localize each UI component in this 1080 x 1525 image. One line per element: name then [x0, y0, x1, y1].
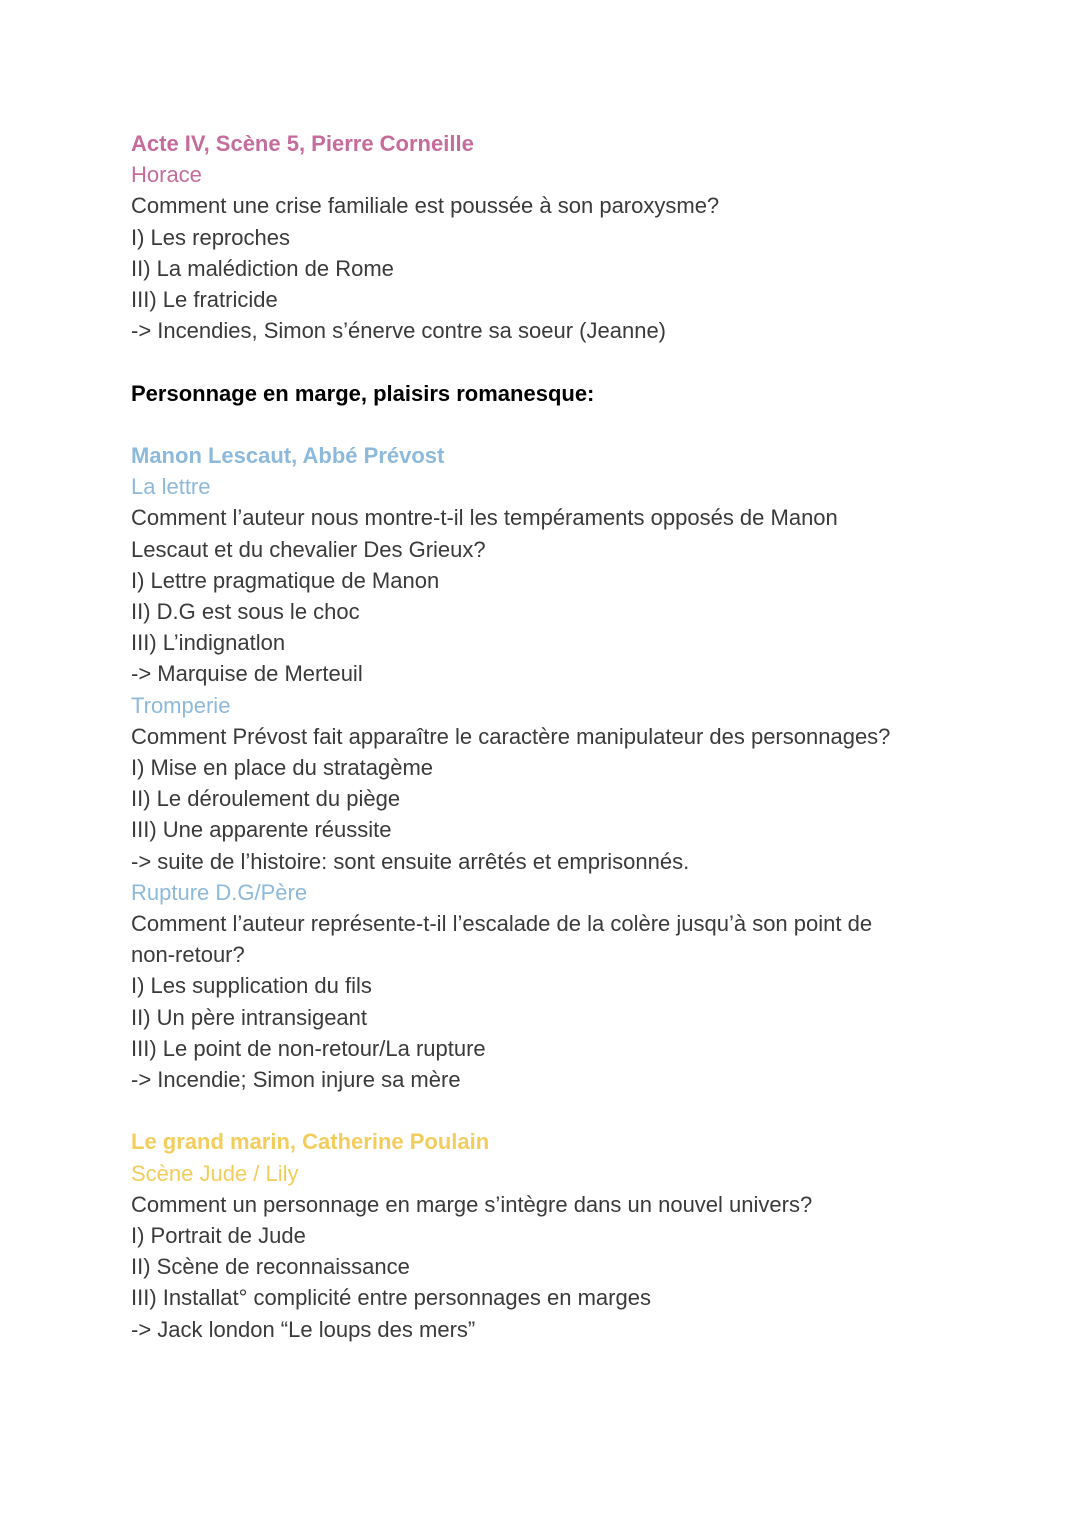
section-title: Manon Lescaut, Abbé Prévost	[131, 443, 445, 468]
plan-part: III) Installat° complicité entre personnages en marges	[131, 1285, 651, 1311]
section-title: Le grand marin, Catherine Poulain	[131, 1129, 490, 1155]
spacer	[131, 346, 1011, 377]
cross-reference: -> Incendie; Simon injure sa mère	[131, 1067, 461, 1093]
plan-part: III) L’indignatlon	[131, 630, 286, 656]
extract-subtitle: Scène Jude / Lily	[131, 1160, 299, 1186]
plan-part: II) Le déroulement du piège	[131, 786, 401, 812]
plan-part: III) Le point de non-retour/La rupture	[131, 1035, 486, 1061]
cross-reference: -> Jack london “Le loups des mers”	[131, 1316, 476, 1342]
spacer	[131, 409, 1011, 440]
extract-subtitle: Horace	[131, 162, 202, 188]
problematic-question: Comment un personnage en marge s’intègre dans un nouvel univers?	[131, 1191, 813, 1217]
cross-reference: -> Incendies, Simon s’énerve contre sa soeur (Jeanne)	[131, 318, 667, 344]
plan-part: II) D.G est sous le choc	[131, 599, 360, 625]
section-title: Acte IV, Scène 5, Pierre Corneille	[131, 131, 474, 156]
plan-part: III) Une apparente réussite	[131, 817, 392, 843]
extract-subtitle: La lettre	[131, 474, 211, 500]
cross-reference: -> Marquise de Merteuil	[131, 661, 363, 687]
spacer	[131, 1095, 1011, 1126]
extract-tromperie	[131, 690, 1011, 877]
problematic-question-line: Comment l’auteur représente-t-il l’escalade de la colère jusqu’à son point de	[131, 911, 873, 937]
problematic-question-line: non-retour?	[131, 942, 245, 968]
section-horace	[131, 128, 1011, 346]
plan-part: I) Portrait de Jude	[131, 1223, 306, 1249]
plan-part: II) La malédiction de Rome	[131, 255, 394, 281]
problematic-question-line: Comment l’auteur nous montre-t-il les tempéraments opposés de Manon	[131, 505, 838, 531]
cross-reference: -> suite de l’histoire: sont ensuite arrêtés et emprisonnés.	[131, 848, 690, 874]
plan-part: I) Les reproches	[131, 224, 290, 250]
problematic-question-line: Lescaut et du chevalier Des Grieux?	[131, 536, 486, 562]
plan-part: II) Scène de reconnaissance	[131, 1254, 410, 1280]
document-page	[131, 128, 1011, 1345]
plan-part: III) Le fratricide	[131, 287, 278, 313]
section-le-grand-marin	[131, 1126, 1011, 1344]
chapter-heading: Personnage en marge, plaisirs romanesque:	[131, 380, 595, 406]
section-manon-lescaut	[131, 440, 1011, 1095]
plan-part: I) Mise en place du stratagème	[131, 755, 434, 781]
extract-subtitle: Tromperie	[131, 692, 231, 718]
problematic-question-line: Comment Prévost fait apparaître le caractère manipulateur des personnages?	[131, 723, 891, 749]
extract-la-lettre	[131, 471, 1011, 689]
extract-rupture	[131, 877, 1011, 1095]
plan-part: I) Les supplication du fils	[131, 973, 372, 999]
extract-subtitle: Rupture D.G/Père	[131, 879, 308, 905]
plan-part: I) Lettre pragmatique de Manon	[131, 567, 440, 593]
problematic-question: Comment une crise familiale est poussée à son paroxysme?	[131, 193, 720, 219]
plan-part: II) Un père intransigeant	[131, 1004, 368, 1030]
